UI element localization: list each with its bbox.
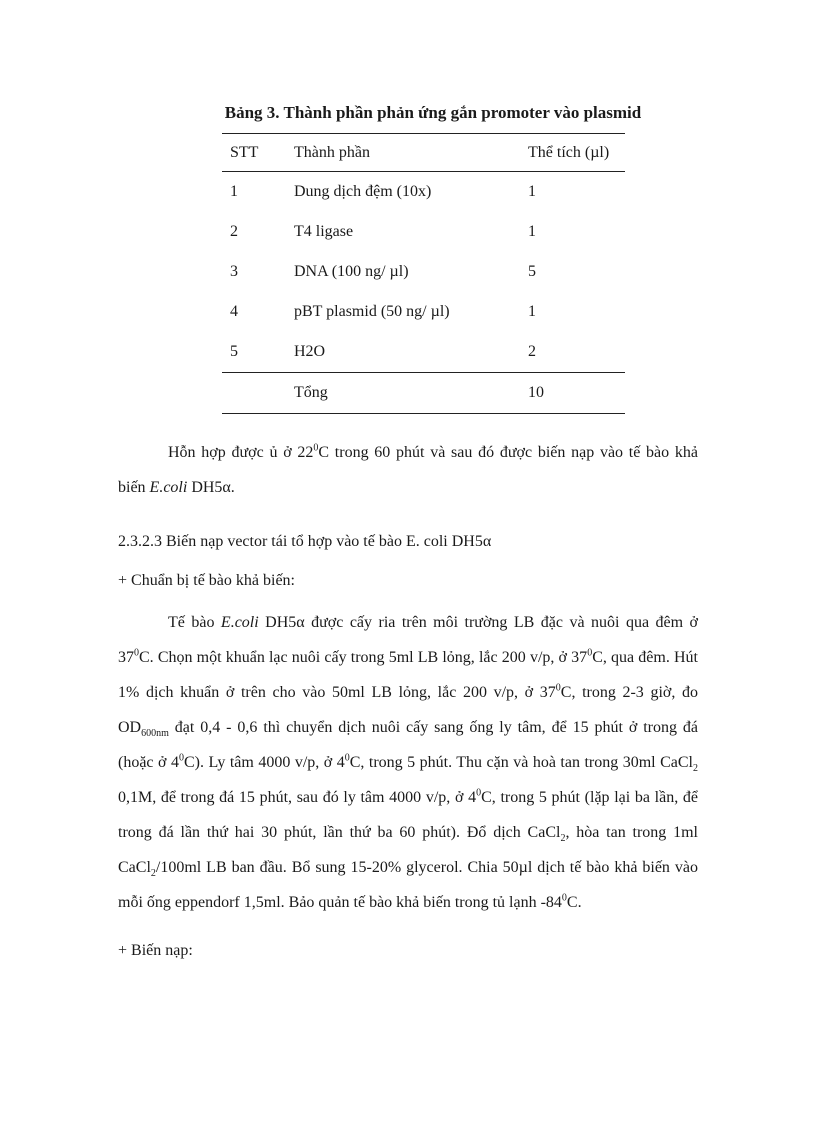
subheading-transformation: + Biến nạp: xyxy=(118,942,193,959)
text-run: C, trong 2-3 giờ, đo OD xyxy=(118,684,698,736)
superscript: 0 xyxy=(134,647,139,659)
text-run: 0,1M, để trong đá 15 phút, sau đó ly tâm 4000 v/p, ở 4 xyxy=(118,789,477,806)
subheading-competent-cells: + Chuẩn bị tế bào khả biến: xyxy=(118,572,295,589)
table-total-row xyxy=(222,373,625,414)
text-run: đạt 0,4 - 0,6 thì chuyển dịch nuôi cấy sang ống ly tâm, để 15 phút ở trong đá (hoặc ở 4 xyxy=(118,719,698,771)
cell-component: DNA (100 ng/ µl) xyxy=(294,263,409,280)
text-run: , hòa tan trong 1ml CaCl xyxy=(118,824,698,876)
cell-component: pBT plasmid (50 ng/ µl) xyxy=(294,303,450,320)
text-run: DH5α được cấy ria trên môi trường LB đặc và nuôi qua đêm ở 37 xyxy=(118,614,699,666)
text-run: C. xyxy=(566,894,582,911)
subscript: 2 xyxy=(560,833,566,845)
superscript: 0 xyxy=(313,442,319,454)
superscript: 0 xyxy=(561,892,567,904)
paragraph-competent-cells xyxy=(118,605,698,920)
text-run: C, qua đêm. Hút 1% dịch khuẩn ở trên cho vào 50ml LB lỏng, lắc 200 v/p, ở 37 xyxy=(118,649,698,701)
text-run: Hỗn hợp được ủ ở 22 xyxy=(168,444,314,461)
cell-stt xyxy=(222,373,294,414)
cell-component: T4 ligase xyxy=(294,223,354,240)
header-component: Thành phần xyxy=(294,143,370,161)
italic-species: E.coli xyxy=(149,479,188,496)
header-stt: STT xyxy=(230,143,259,161)
subscript: 2 xyxy=(693,763,698,775)
cell-component: Dung dịch đệm (10x) xyxy=(294,183,432,200)
superscript: 0 xyxy=(555,682,561,694)
cell-total-volume: 10 xyxy=(528,384,544,401)
cell-stt: 1 xyxy=(230,183,238,200)
header-volume: Thể tích (µl) xyxy=(528,143,610,161)
table-row xyxy=(222,332,625,373)
cell-volume: 1 xyxy=(528,223,536,240)
superscript: 0 xyxy=(178,752,184,764)
subscript: 600nm xyxy=(141,728,169,740)
text-run: DH5α. xyxy=(187,479,235,496)
table-row xyxy=(222,252,625,292)
cell-stt: 2 xyxy=(230,223,238,240)
superscript: 0 xyxy=(476,787,482,799)
text-run: Tế bào xyxy=(168,614,221,631)
superscript: 0 xyxy=(587,647,593,659)
table-header-row xyxy=(222,134,625,172)
text-run: C, trong 5 phút. Thu cặn và hoà tan trong 30ml CaCl xyxy=(349,754,693,771)
italic-species: E.coli xyxy=(220,614,259,631)
cell-component: H2O xyxy=(294,343,326,360)
cell-volume: 2 xyxy=(528,343,536,360)
cell-volume: 5 xyxy=(528,263,536,280)
text-run: C trong 60 phút và sau đó được biến nạp vào tế bào khả biến xyxy=(118,444,698,496)
cell-volume: 1 xyxy=(528,183,536,200)
superscript: 0 xyxy=(344,752,350,764)
text-run: /100ml LB ban đầu. Bổ sung 15-20% glycerol. Chia 50µl dịch tế bào khả biến vào mỗi ống eppendorf 1,5ml. Bảo quản tế bào khả biến trong tủ lạnh -84 xyxy=(118,859,698,911)
text-run: C, trong 5 phút (lặp lại ba lần, để trong đá lần thứ hai 30 phút, lần thứ ba 60 phút). Đổ dịch CaCl xyxy=(118,789,698,841)
composition-table xyxy=(222,133,625,414)
table-caption: Bảng 3. Thành phần phản ứng gắn promoter vào plasmid xyxy=(224,103,642,122)
cell-stt: 4 xyxy=(230,303,238,320)
cell-volume: 1 xyxy=(528,303,536,320)
text-run: C. Chọn một khuẩn lạc nuôi cấy trong 5ml LB lỏng, lắc 200 v/p, ở 37 xyxy=(139,649,588,666)
cell-total-label: Tổng xyxy=(294,384,328,401)
subscript: 2 xyxy=(150,868,156,880)
cell-stt: 5 xyxy=(230,343,238,360)
cell-stt: 3 xyxy=(230,263,238,280)
table-row xyxy=(222,212,625,252)
text-run: C). Ly tâm 4000 v/p, ở 4 xyxy=(183,754,345,771)
section-heading: 2.3.2.3 Biến nạp vector tái tổ hợp vào tế bào E. coli DH5α xyxy=(118,533,492,550)
paragraph-incubation xyxy=(118,435,698,505)
table-row xyxy=(222,292,625,332)
table-row xyxy=(222,172,625,213)
